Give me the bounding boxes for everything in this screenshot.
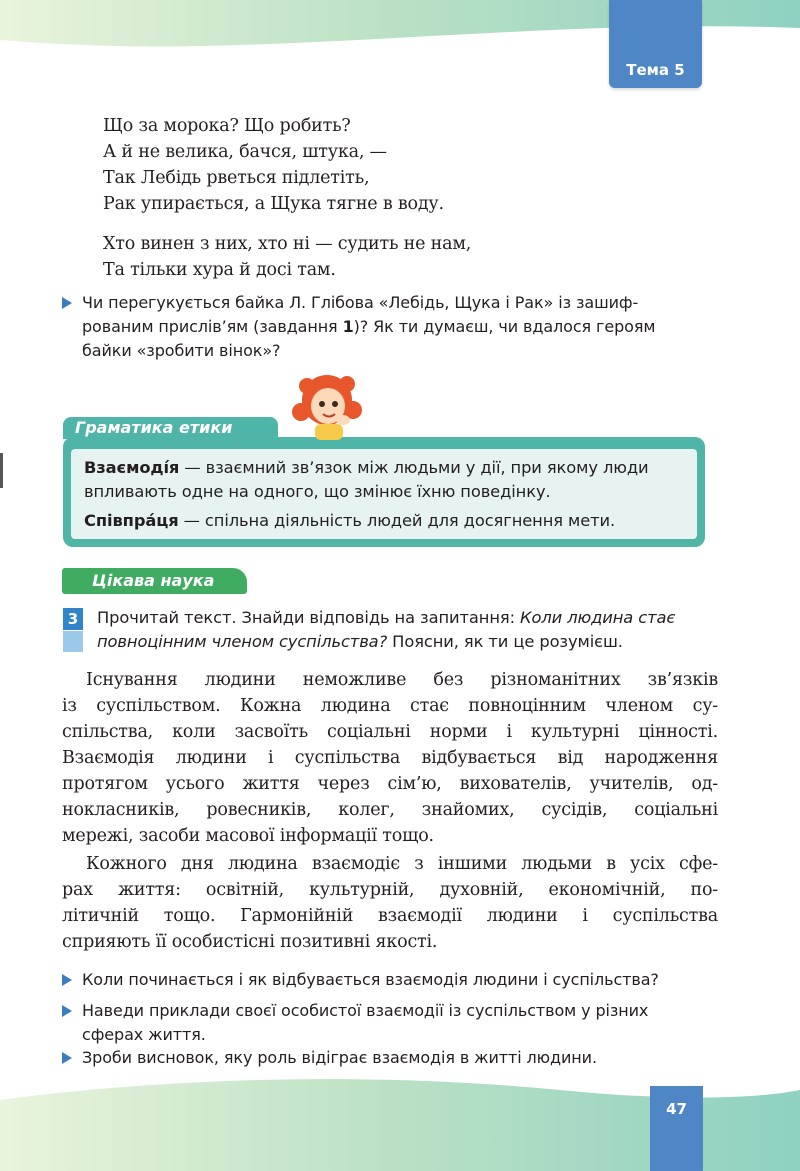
poem-line: Рак упирається, а Щука тягне в воду. xyxy=(103,194,444,214)
bullet-triangle-icon xyxy=(62,1052,72,1064)
question-text: Коли починається і як відбувається взаємодія людини і суспільства? xyxy=(82,970,659,989)
definition-text: — взаємний зв’язок між людьми у дії, при якому люди впливають одне на одного, що змінює їхню поведінку. xyxy=(84,458,649,501)
question-item xyxy=(62,291,722,363)
poem-line: Хто винен з них, хто ні — судить не нам, xyxy=(103,234,472,254)
question-item xyxy=(62,1046,722,1070)
definition-cooperation xyxy=(84,509,704,533)
girl-mascot-illustration xyxy=(285,368,367,440)
topic-tab-label: Тема 5 xyxy=(626,61,685,79)
poem-line: Що за морока? Що робить? xyxy=(103,116,351,136)
paragraph-1: Існування людини неможливе без різноманітних зв’язків із суспільством. Кожна людина стає повноцінним членом су- спільства, коли засвоїть соціальні норми і культурні цінності. Взаємодія людини і суспільства відбувається від народження протягом усього життя через сім’ю, вихователів, учителів, од- нокласників, ровесників, колег, знайомих, сусідів, соціальні мережі, засоби масової інформації тощо. xyxy=(62,670,718,846)
bullet-triangle-icon xyxy=(62,297,72,309)
poem-stanza-1 xyxy=(103,113,444,217)
definition-interaction xyxy=(84,456,704,504)
task-number: 3 xyxy=(63,608,83,630)
question-item xyxy=(62,968,722,992)
page-number-tab xyxy=(650,1086,703,1171)
bullet-triangle-icon xyxy=(62,974,72,986)
task-reference: 1 xyxy=(342,317,354,336)
paragraph-2: Кожного дня людина взаємодіє з іншими людьми в усіх сфе- рах життя: освітній, культурній, духовній, економічній, по- літичній тощо. Гармонійній взаємодії людини і суспільства сприяють її особистісні позитивні якості. xyxy=(62,854,718,952)
question-item xyxy=(62,999,722,1047)
definition-text: — спільна діяльність людей для досягнення мети. xyxy=(178,511,616,530)
task-question-italic: Коли людина стає повноцінним членом суспільства? xyxy=(97,608,676,651)
topic-tab xyxy=(609,0,702,88)
term: Співпра́ця xyxy=(84,511,179,530)
question-text: байки «зробити вінок»? xyxy=(82,341,281,360)
poem-line: Та тільки хура й досі там. xyxy=(103,260,336,280)
task-instruction: Прочитай текст. Знайди відповідь на запитання: Коли людина стає повноцінним членом суспільства? Поясни, як ти це розумієш. xyxy=(97,608,676,651)
science-label-text: Цікава наука xyxy=(92,571,215,590)
question-text: Чи перегукується байка Л. Глібова «Лебідь, Щука і Рак» із зашиф- xyxy=(82,293,639,312)
question-text: )? Як ти думаєш, чи вдалося героям xyxy=(353,317,656,336)
science-label xyxy=(62,568,247,594)
poem-line: Так Лебідь рветься підлетіть, xyxy=(103,168,370,188)
poem-stanza-2 xyxy=(103,231,471,283)
page-number: 47 xyxy=(666,1100,687,1118)
grammar-box-label xyxy=(63,417,278,439)
question-text: Зроби висновок, яку роль відіграє взаємодія в житті людини. xyxy=(82,1048,597,1067)
poem-line: А й не велика, бачся, штука, — xyxy=(103,142,387,162)
question-text: Наведи приклади своєї особистої взаємодії із суспільством у різних сферах життя. xyxy=(82,1001,649,1044)
bullet-triangle-icon xyxy=(62,1005,72,1017)
grammar-box-title: Граматика етики xyxy=(75,418,233,437)
task-number-badge xyxy=(63,608,85,652)
question-text: рованим прислів’ям (завдання xyxy=(82,317,343,336)
margin-mark xyxy=(0,453,3,488)
term: Взаємоді́я xyxy=(84,458,180,477)
